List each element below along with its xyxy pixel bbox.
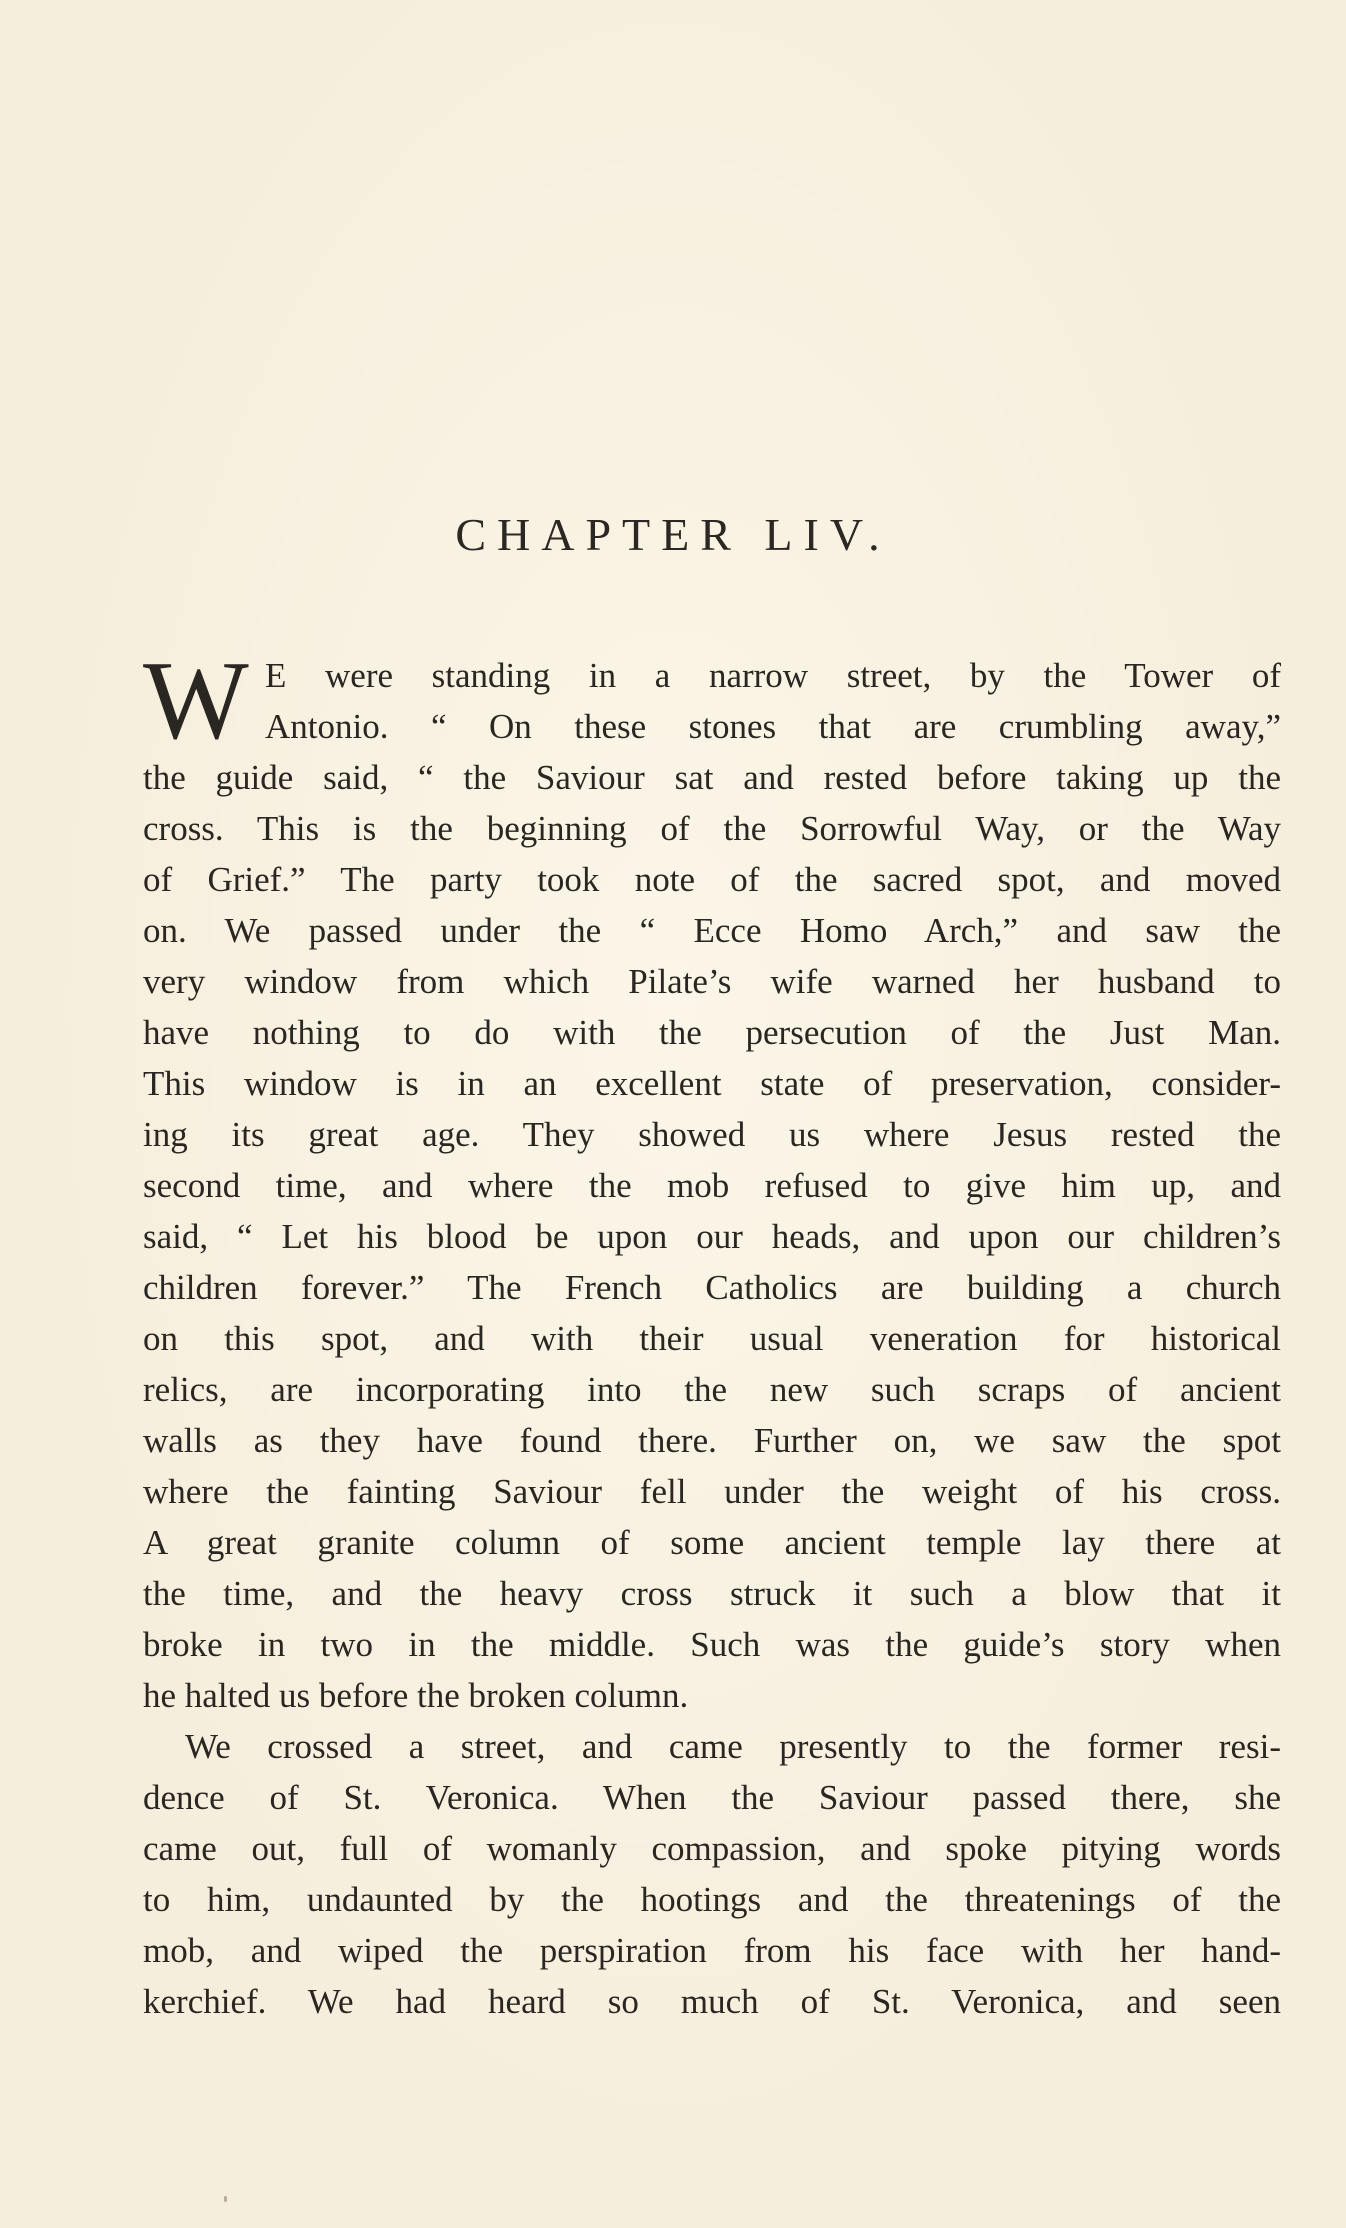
text-line: mob, and wiped the perspiration from his face with her hand- [143,1931,1281,1970]
text-line: on. We passed under the “ Ecce Homo Arch,” and saw the [143,911,1281,950]
text-line: to him, undaunted by the hootings and the threatenings of the [143,1880,1281,1919]
text-line: This window is in an excellent state of preservation, consider- [143,1064,1281,1103]
text-line: We crossed a street, and came presently to the former resi- [185,1727,1281,1766]
text-line: on this spot, and with their usual veneration for historical [143,1319,1281,1358]
text-line: children forever.” The French Catholics are building a church [143,1268,1281,1307]
text-line: of Grief.” The party took note of the sacred spot, and moved [143,860,1281,899]
text-line: came out, full of womanly compassion, and spoke pitying words [143,1829,1281,1868]
text-line: the guide said, “ the Saviour sat and rested before taking up the [143,758,1281,797]
text-line: second time, and where the mob refused to give him up, and [143,1166,1281,1205]
text-line: dence of St. Veronica. When the Saviour passed there, she [143,1778,1281,1817]
text-line: said, “ Let his blood be upon our heads, and upon our children’s [143,1217,1281,1256]
body-text [143,650,1281,2027]
text-line: walls as they have found there. Further on, we saw the spot [143,1421,1281,1460]
text-line: the time, and the heavy cross struck it such a blow that it [143,1574,1281,1613]
text-line: very window from which Pilate’s wife warned her husband to [143,962,1281,1001]
text-line: he halted us before the broken column. [143,1676,689,1715]
text-line: E were standing in a narrow street, by the Tower of [265,656,1281,695]
chapter-title: CHAPTER LIV. [455,509,891,560]
text-line: where the fainting Saviour fell under the weight of his cross. [143,1472,1281,1511]
paper-speck [224,2196,227,2202]
text-line: have nothing to do with the persecution of the Just Man. [143,1013,1281,1052]
text-line: A great granite column of some ancient temple lay there at [143,1523,1281,1562]
text-line: kerchief. We had heard so much of St. Veronica, and seen [143,1982,1281,2021]
drop-cap: W [143,639,249,763]
text-line: cross. This is the beginning of the Sorrowful Way, or the Way [143,809,1281,848]
text-line: broke in two in the middle. Such was the guide’s story when [143,1625,1281,1664]
text-line: relics, are incorporating into the new such scraps of ancient [143,1370,1281,1409]
text-line: Antonio. “ On these stones that are crumbling away,” [265,707,1281,746]
text-line: ing its great age. They showed us where Jesus rested the [143,1115,1281,1154]
